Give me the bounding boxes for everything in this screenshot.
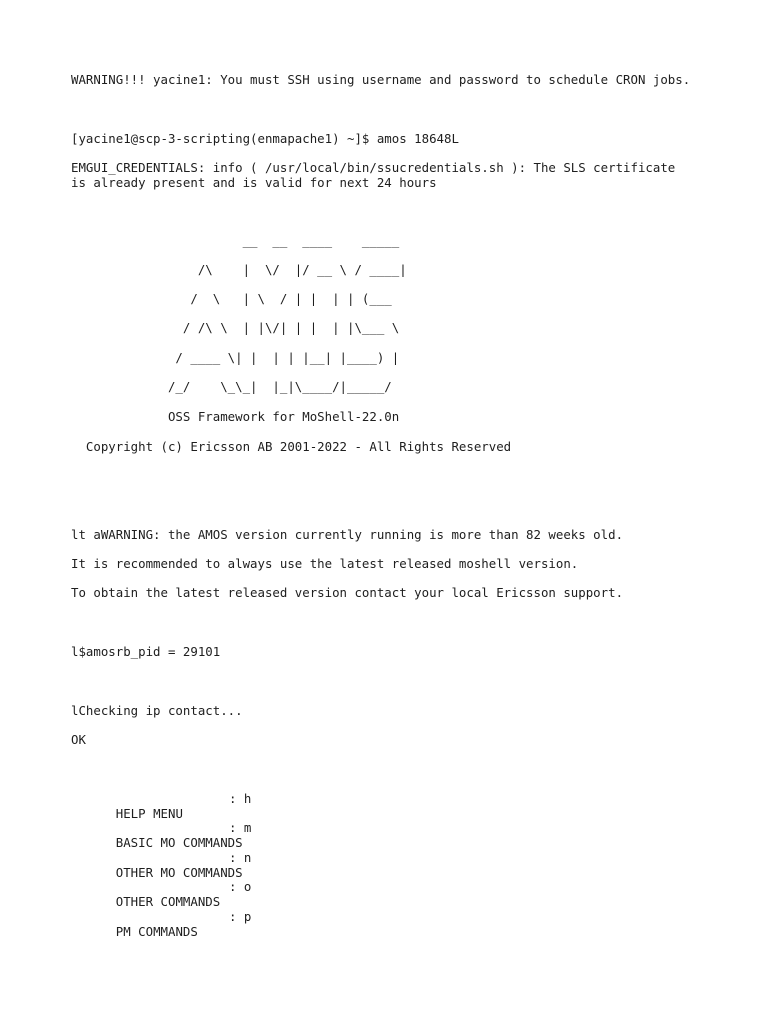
credentials-info-line-1: EMGUI_CREDENTIALS: info ( /usr/local/bin/ssucredentials.sh ): The SLS certificate: [71, 160, 676, 175]
credentials-info-line-2: is already present and is valid for next 24 hours: [71, 175, 437, 190]
amos-ascii-banner-row: / ____ \| | | | |__| |____) |: [71, 350, 400, 365]
copyright: Copyright (c) Ericsson AB 2001-2022 - All Rights Reserved: [71, 439, 512, 454]
ip-contact-check: lChecking ip contact...: [71, 703, 243, 718]
version-warning: lt aWARNING: the AMOS version currently running is more than 82 weeks old.: [71, 527, 624, 542]
cron-warning: WARNING!!! yacine1: You must SSH using username and password to schedule CRON jobs.: [71, 72, 691, 87]
menu-item-key: : m: [229, 820, 252, 835]
shell-command: [yacine1@scp-3-scripting(enmapache1) ~]$ amos 18648L: [71, 131, 459, 146]
menu-item-label: OTHER COMMANDS: [115, 894, 221, 909]
menu-item-key: : h: [229, 791, 252, 806]
support-text: To obtain the latest released version contact your local Ericsson support.: [71, 585, 624, 600]
amos-ascii-banner-row: /\ | \/ |/ __ \ / ____|: [71, 262, 407, 277]
amos-ascii-banner-row: /_/ \_\_| |_|\____/|_____/: [71, 379, 392, 394]
recommendation-text: It is recommended to always use the latest released moshell version.: [71, 556, 579, 571]
menu-item-label: PM COMMANDS: [115, 924, 198, 939]
menu-item-pm-commands: [71, 909, 198, 954]
ip-contact-status: OK: [71, 732, 86, 747]
amos-ascii-banner-row: / /\ \ | |\/| | | | |\___ \: [71, 320, 400, 335]
menu-item-label: OTHER MO COMMANDS: [115, 865, 243, 880]
menu-item-key: : n: [229, 850, 252, 865]
menu-item-label: HELP MENU: [115, 806, 183, 821]
amos-ascii-banner-row: __ __ ____ _____: [71, 233, 400, 248]
menu-item-key: : p: [229, 909, 252, 924]
menu-item-label: BASIC MO COMMANDS: [115, 835, 243, 850]
amos-ascii-banner-row: / \ | \ / | | | | (___: [71, 291, 392, 306]
framework-version: OSS Framework for MoShell-22.0n: [71, 409, 400, 424]
amosrb-pid: l$amosrb_pid = 29101: [71, 644, 221, 659]
menu-item-key: : o: [229, 879, 252, 894]
